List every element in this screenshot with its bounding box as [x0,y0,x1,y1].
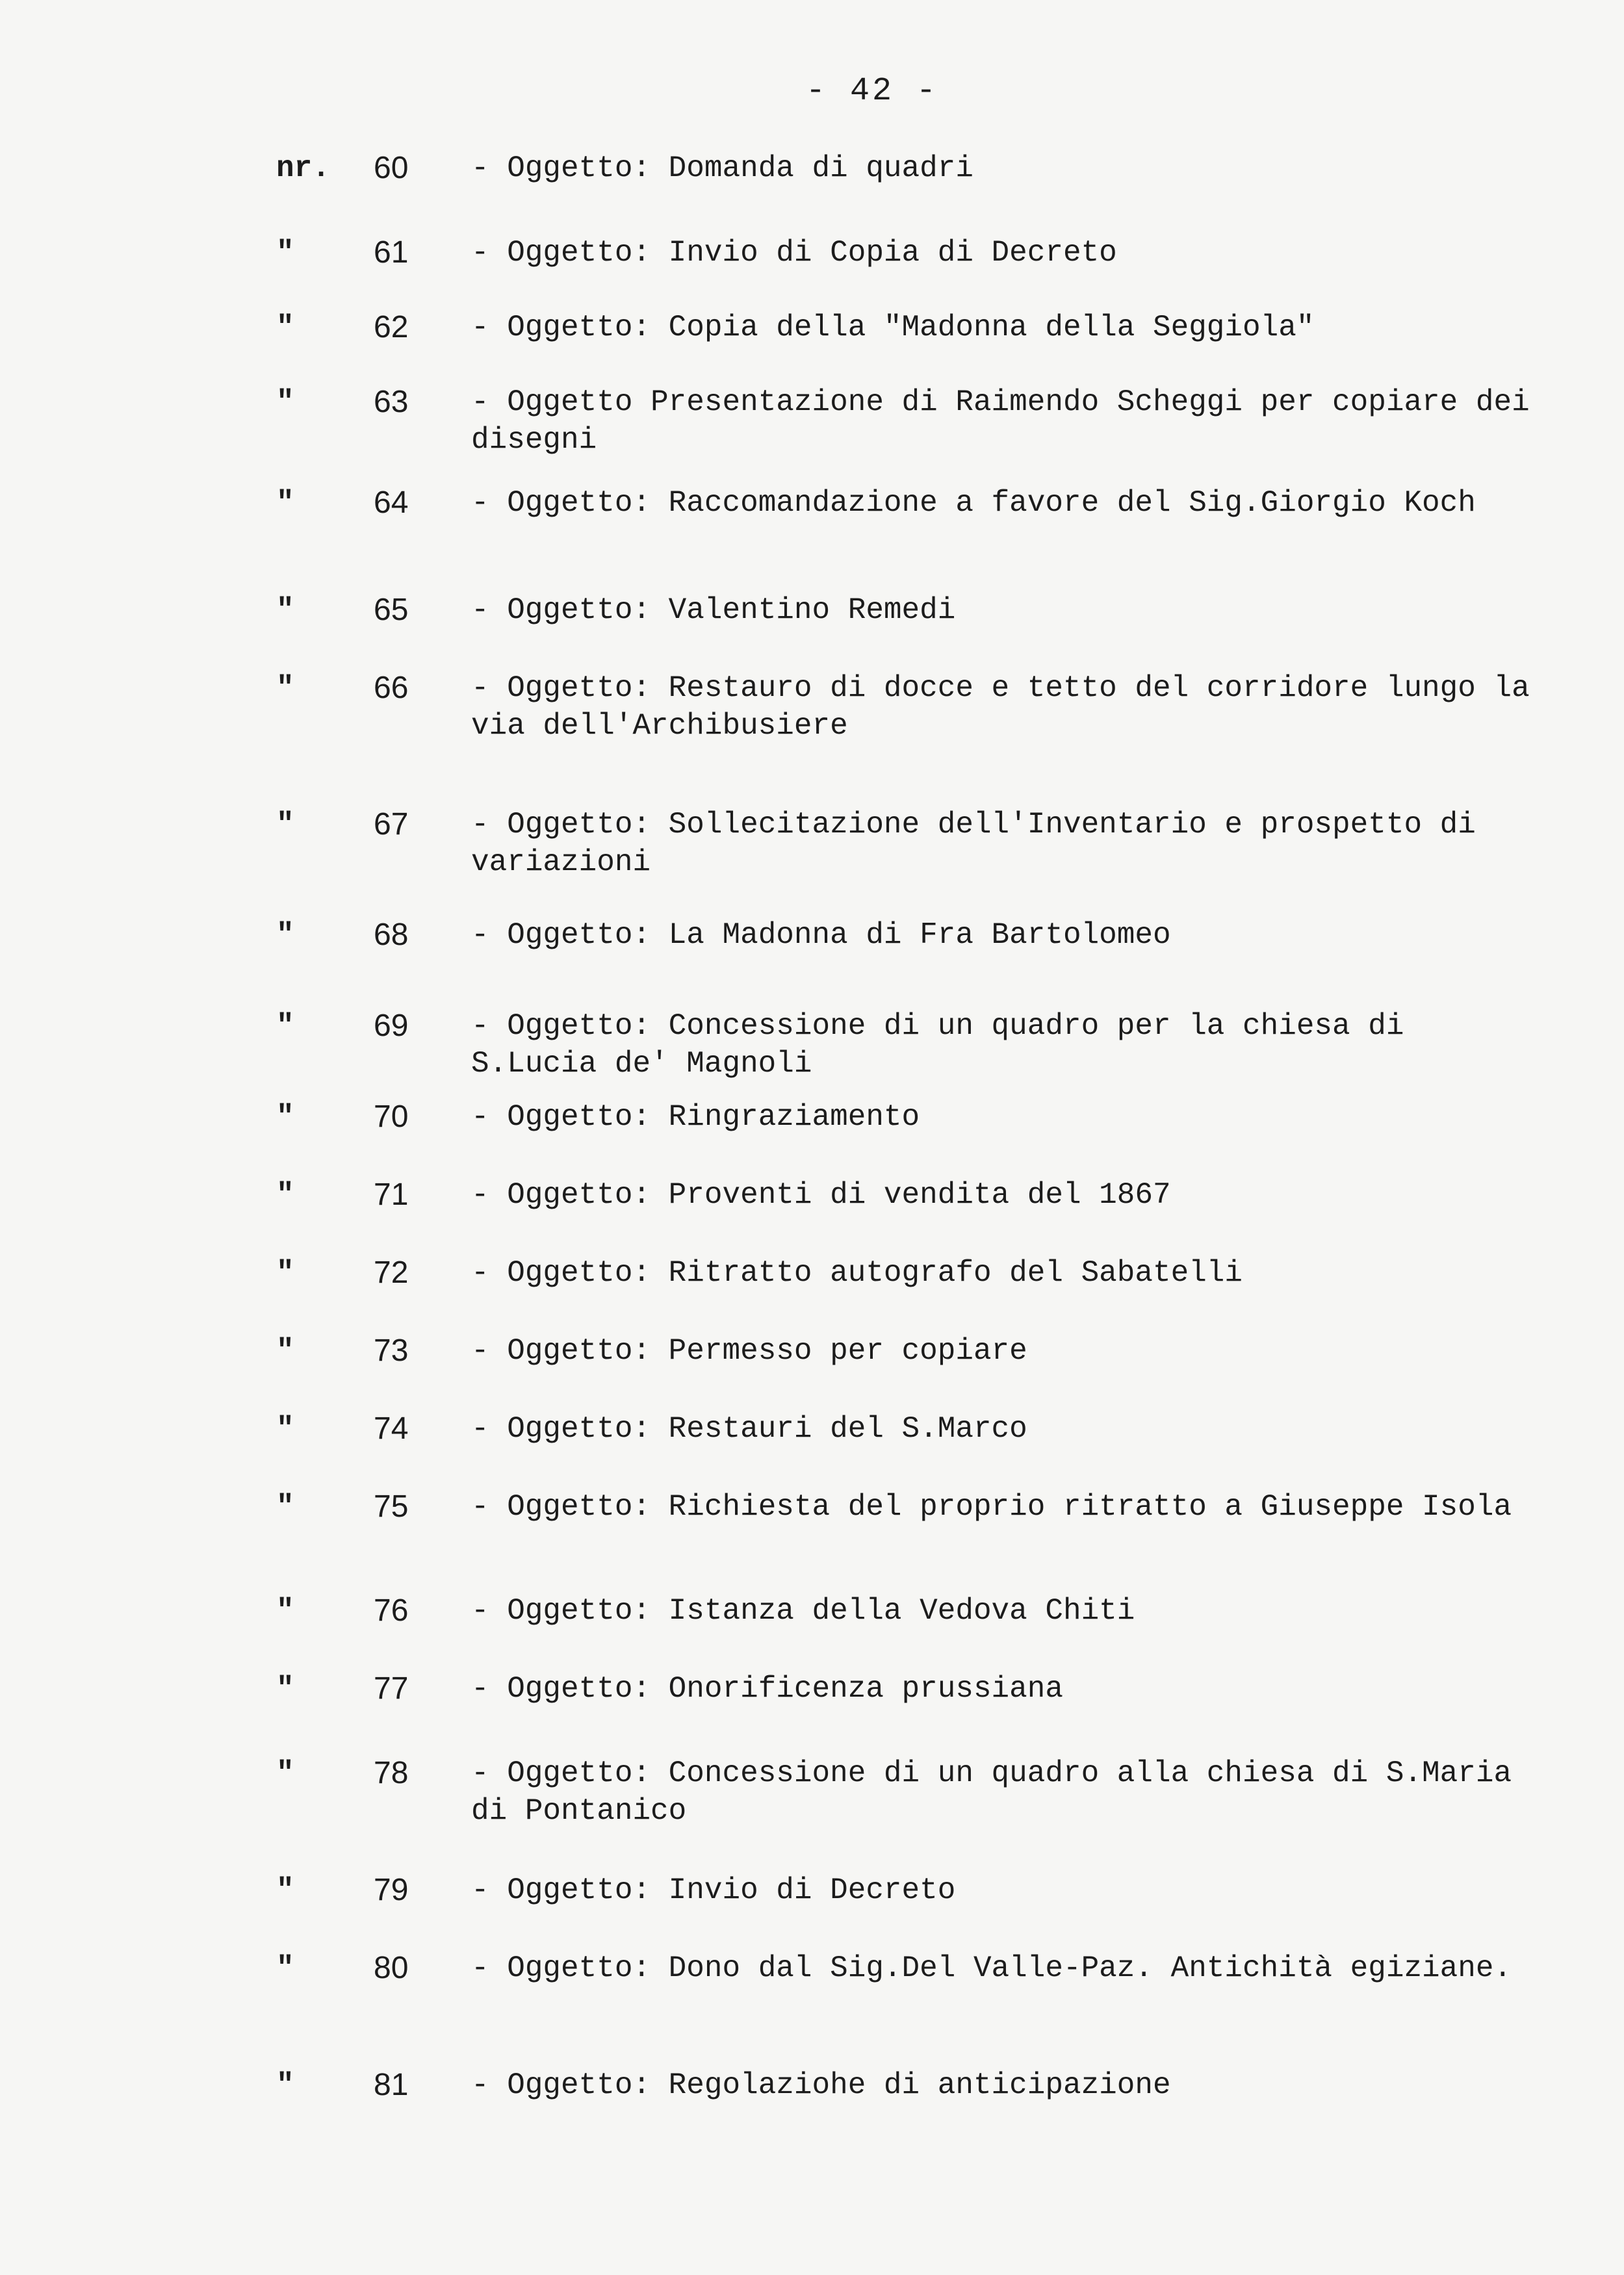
entry-label: Oggetto: [507,1256,651,1290]
entry-subject: Permesso per copiare [668,1334,1027,1368]
entry-text [471,149,1537,187]
entry-dash: - [471,1756,508,1790]
entry-prefix: " [276,385,294,419]
entry-prefix: " [276,1756,294,1790]
entry-prefix: " [276,486,294,520]
entry-label: Oggetto: [507,486,651,520]
entry-subject: Richiesta del proprio ritratto a Giuseppe Isola [668,1490,1512,1524]
entry-dash: - [471,1873,508,1907]
entry-text [471,1670,1537,1708]
entry-prefix: " [276,1594,294,1628]
entry-prefix: " [276,808,294,842]
entry-prefix: " [276,918,294,952]
entry-label: Oggetto: [507,1756,651,1790]
entry-subject: Presentazione di Raimendo Scheggi per copiare dei disegni [471,385,1548,457]
entry-number: 80 [374,1951,409,1985]
entry-number: 79 [374,1873,409,1907]
entry-label: Oggetto: [507,151,651,185]
entry-number: 74 [374,1411,409,1446]
entry-prefix: " [276,2068,294,2102]
entry-text [471,1488,1537,1526]
entry-label: Oggetto: [507,593,651,627]
entry-prefix: " [276,1672,294,1706]
entry-number: 60 [374,151,409,185]
entry-subject: Invio di Copia di Decreto [668,236,1117,270]
entry-text [471,1949,1537,1987]
entry-subject: Restauro di docce e tetto del corridore lungo la via dell'Archibusiere [471,671,1548,743]
entry-prefix: nr. [276,151,330,185]
entry-text [471,1098,1537,1136]
entry-label: Oggetto: [507,2068,651,2102]
entry-subject: Concessione di un quadro alla chiesa di S.Maria di Pontanico [471,1756,1530,1828]
entry-text [471,806,1537,881]
entry-text [471,234,1537,272]
entry-dash: - [471,2068,508,2102]
entry-text [471,1254,1537,1292]
entry-text [471,383,1548,459]
entry-label: Oggetto: [507,1412,651,1446]
entry-prefix: " [276,1178,294,1212]
entry-number: 76 [374,1593,409,1628]
entry-label: Oggetto: [507,1672,651,1706]
entry-label: Oggetto: [507,1178,651,1212]
entry-prefix: " [276,1009,294,1043]
entry-text [471,1007,1537,1083]
entry-dash: - [471,593,508,627]
entry-label: Oggetto: [507,1009,651,1043]
entry-prefix: " [276,1873,294,1907]
entry-number: 77 [374,1671,409,1706]
entry-label: Oggetto: [507,1594,651,1628]
entry-number: 66 [374,671,409,705]
entry-text [471,2066,1537,2104]
entry-prefix: " [276,671,294,705]
entry-text [471,309,1537,346]
entry-text [471,484,1537,522]
entry-label: Oggetto: [507,1490,651,1524]
entry-number: 81 [374,2068,409,2102]
entry-prefix: " [276,236,294,270]
entry-label: Oggetto: [507,918,651,952]
entry-dash: - [471,1178,508,1212]
entry-dash: - [471,1100,508,1134]
entry-prefix: " [276,1490,294,1524]
entry-number: 62 [374,310,409,344]
entry-subject: Proventi di vendita del 1867 [668,1178,1171,1212]
entry-prefix: " [276,311,294,344]
entry-text [471,1332,1537,1370]
entry-dash: - [471,1594,508,1628]
entry-dash: - [471,1490,508,1524]
entry-number: 63 [374,385,409,419]
entry-dash: - [471,236,508,270]
entry-subject: La Madonna di Fra Bartolomeo [668,918,1171,952]
entry-prefix: " [276,1412,294,1446]
entry-label: Oggetto: [507,236,651,270]
entry-subject: Ringraziamento [668,1100,920,1134]
entry-number: 73 [374,1333,409,1368]
entry-dash: - [471,311,508,344]
entry-subject: Domanda di quadri [668,151,973,185]
page-number: - 42 - [806,73,939,110]
entry-number: 67 [374,807,409,842]
entry-dash: - [471,1672,508,1706]
entry-number: 72 [374,1255,409,1290]
entry-subject: Onorificenza prussiana [668,1672,1063,1706]
entry-dash: - [471,1009,508,1043]
entry-text [471,1754,1537,1830]
entry-label: Oggetto: [507,808,651,842]
entry-label: Oggetto: [507,671,651,705]
entry-text [471,1871,1537,1909]
entry-number: 64 [374,485,409,520]
entry-number: 70 [374,1099,409,1134]
entry-prefix: " [276,593,294,627]
entry-prefix: " [276,1334,294,1368]
entry-dash: - [471,671,508,705]
entry-text [471,1410,1537,1448]
entry-text [471,591,1537,629]
entry-prefix: " [276,1256,294,1290]
entry-text [471,916,1537,954]
entry-number: 71 [374,1177,409,1212]
entry-label: Oggetto: [507,1951,651,1985]
entry-dash: - [471,385,508,419]
entry-dash: - [471,808,508,842]
entry-subject: Dono dal Sig.Del Valle-Paz. Antichità egiziane. [668,1951,1512,1985]
entry-number: 69 [374,1009,409,1043]
entry-subject: Istanza della Vedova Chiti [668,1594,1135,1628]
entry-label: Oggetto: [507,1334,651,1368]
entry-subject: Valentino Remedi [668,593,956,627]
entry-label: Oggetto: [507,1100,651,1134]
entry-prefix: " [276,1100,294,1134]
entry-subject: Concessione di un quadro per la chiesa di S.Lucia de' Magnoli [471,1009,1423,1081]
entry-dash: - [471,918,508,952]
entry-text [471,1176,1537,1214]
entry-subject: Raccomandazione a favore del Sig.Giorgio Koch [668,486,1476,520]
entry-dash: - [471,1412,508,1446]
entry-subject: Ritratto autografo del Sabatelli [668,1256,1243,1290]
entry-text [471,669,1548,745]
entry-dash: - [471,486,508,520]
entry-subject: Regolaziohe di anticipazione [668,2068,1171,2102]
entry-number: 61 [374,235,409,270]
entry-text [471,1592,1537,1630]
entry-label: Oggetto: [507,1873,651,1907]
entry-subject: Copia della "Madonna della Seggiola" [668,311,1315,344]
entry-number: 75 [374,1489,409,1524]
entry-subject: Sollecitazione dell'Inventario e prospetto di variazioni [471,808,1494,879]
entry-prefix: " [276,1951,294,1985]
entry-number: 65 [374,593,409,627]
entry-subject: Restauri del S.Marco [668,1412,1027,1446]
entry-dash: - [471,1334,508,1368]
entry-label: Oggetto [507,385,633,419]
entry-dash: - [471,151,508,185]
entry-number: 78 [374,1756,409,1790]
entry-label: Oggetto: [507,311,651,344]
entry-subject: Invio di Decreto [668,1873,956,1907]
entry-dash: - [471,1951,508,1985]
entry-number: 68 [374,918,409,952]
entry-dash: - [471,1256,508,1290]
